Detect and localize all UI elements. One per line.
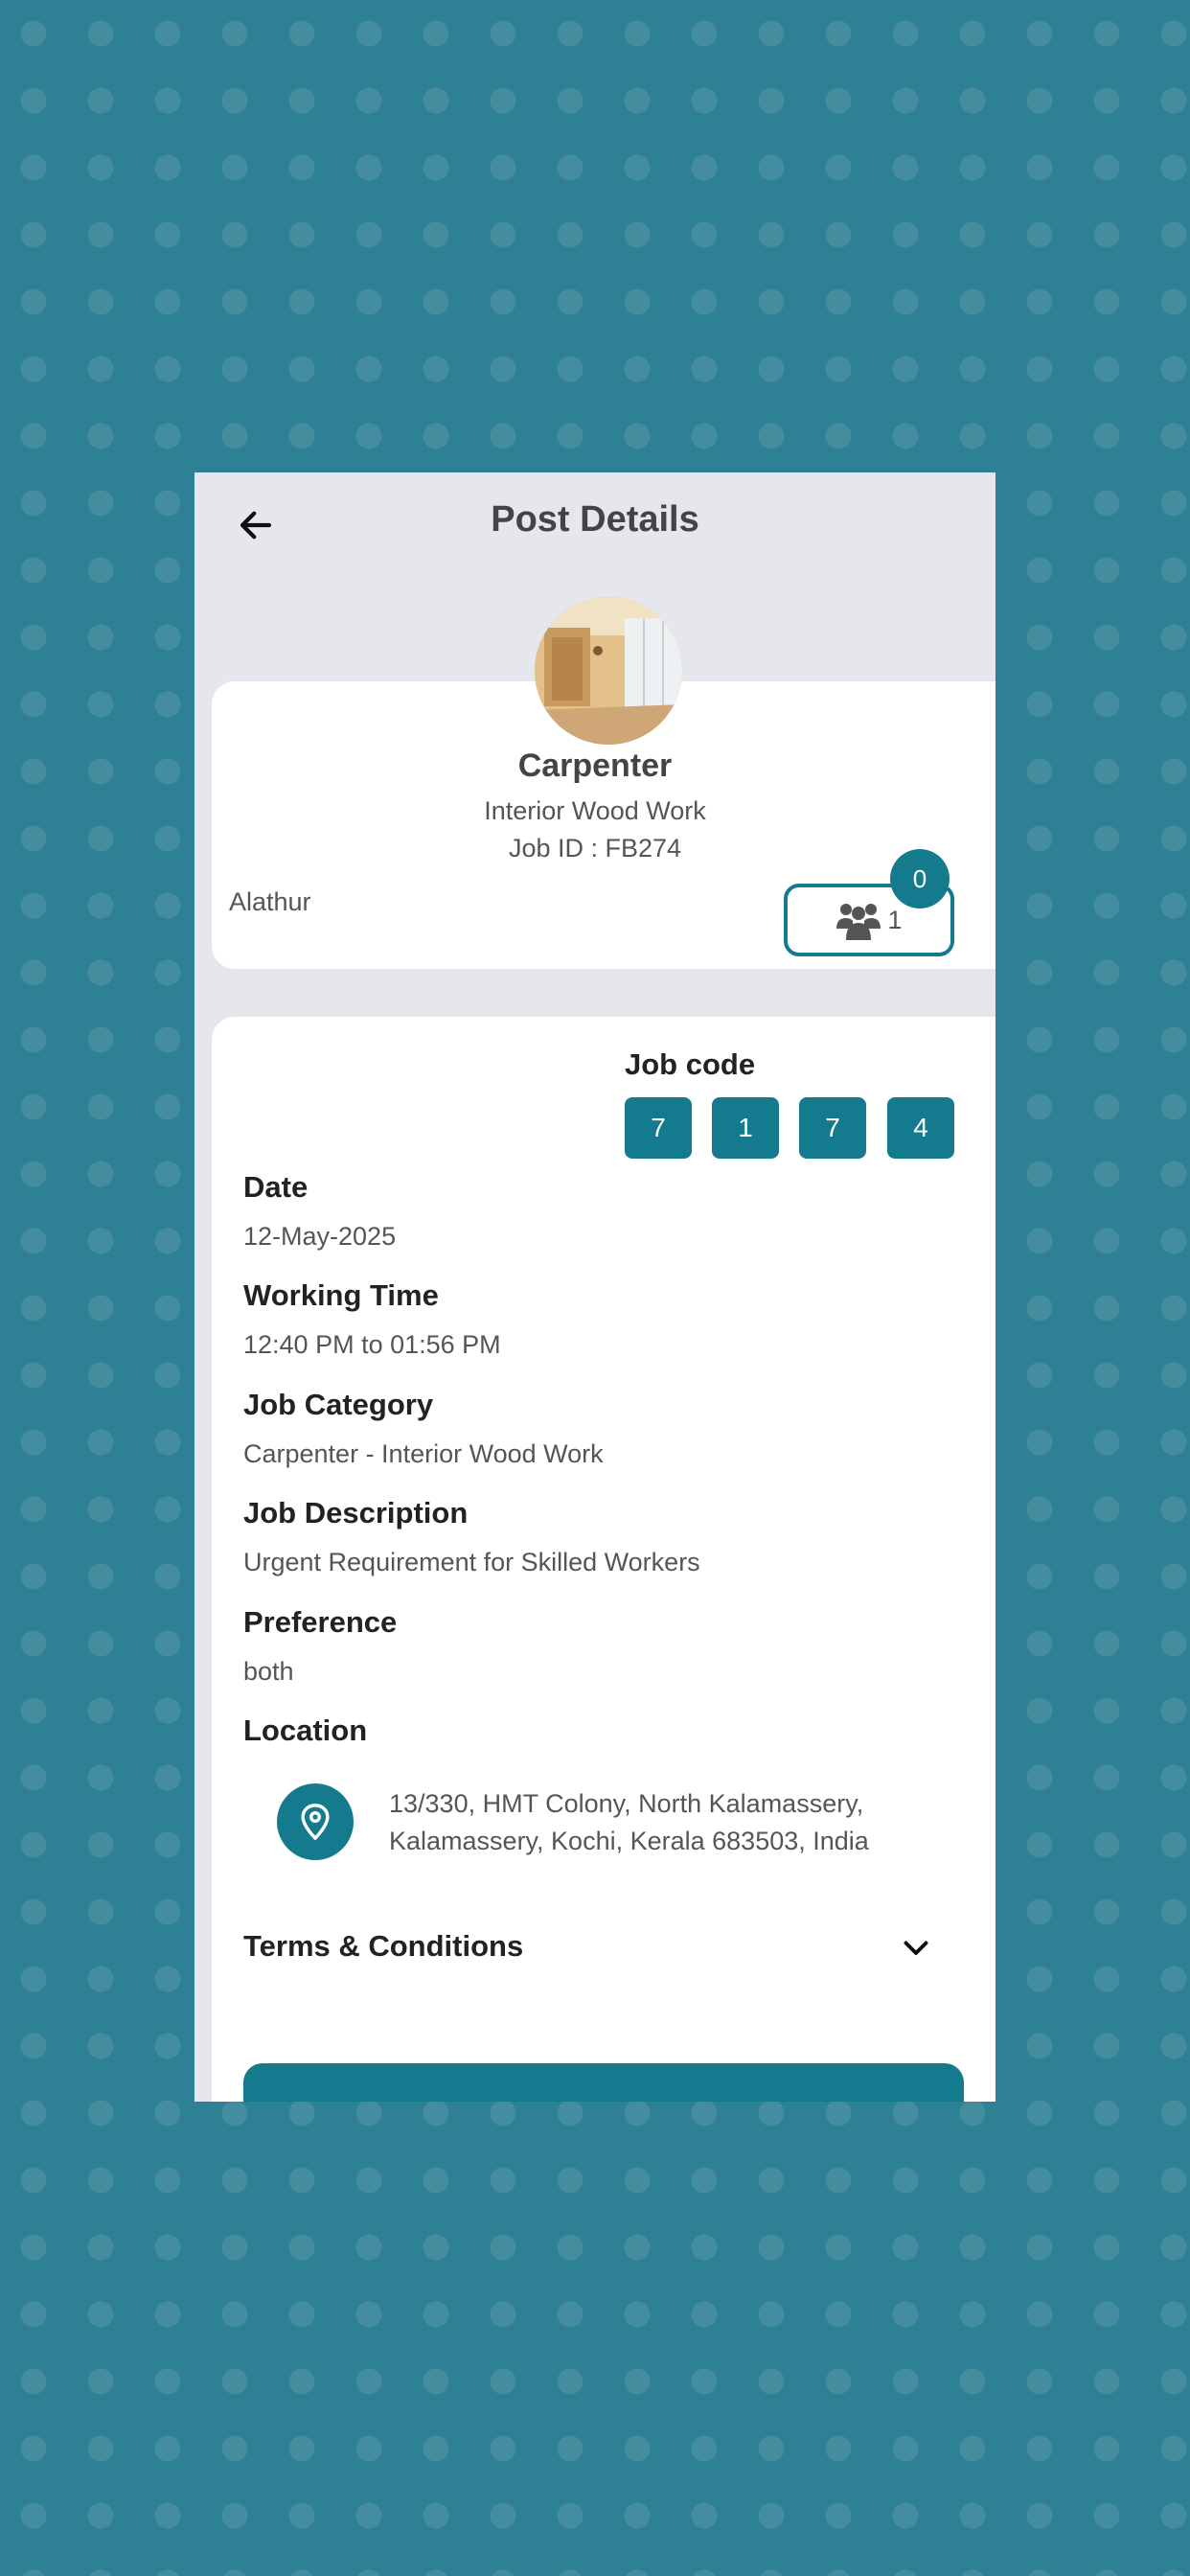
preference-value: both — [243, 1657, 294, 1686]
terms-label: Terms & Conditions — [243, 1929, 524, 1963]
date-value: 12-May-2025 — [243, 1222, 397, 1251]
primary-action-button[interactable] — [243, 2063, 964, 2102]
preference-label: Preference — [243, 1605, 398, 1639]
applicants-count: 1 — [887, 905, 903, 934]
job-code-digit: 1 — [712, 1097, 779, 1159]
job-subtitle: Interior Wood Work — [484, 796, 706, 825]
job-id: Job ID : FB274 — [508, 834, 682, 862]
app-header — [195, 472, 995, 578]
address-line: 13/330, HMT Colony, North Kalamassery, — [389, 1789, 864, 1818]
notification-badge: 0 — [890, 849, 950, 908]
job-code-label: Job code — [625, 1047, 756, 1081]
job-category-value: Carpenter - Interior Wood Work — [243, 1439, 604, 1468]
page-title: Post Details — [491, 499, 699, 540]
address-line: Kalamassery, Kochi, Kerala 683503, India — [389, 1827, 869, 1855]
group-icon — [835, 900, 881, 940]
job-code-digit: 4 — [887, 1097, 954, 1159]
job-location-short: Alathur — [229, 887, 311, 916]
job-description-value: Urgent Requirement for Skilled Workers — [243, 1548, 700, 1576]
location-pin-button[interactable] — [277, 1783, 354, 1860]
app-screen — [195, 472, 995, 2102]
date-label: Date — [243, 1170, 309, 1204]
map-pin-icon — [298, 1803, 332, 1841]
job-avatar — [535, 597, 682, 745]
job-description-label: Job Description — [243, 1496, 469, 1530]
chevron-down-icon — [899, 1930, 933, 1965]
working-time-value: 12:40 PM to 01:56 PM — [243, 1330, 501, 1359]
job-code-digit: 7 — [799, 1097, 866, 1159]
job-code-digit: 7 — [625, 1097, 692, 1159]
working-time-label: Working Time — [243, 1278, 439, 1312]
job-title: Carpenter — [517, 748, 673, 784]
location-label: Location — [243, 1714, 368, 1747]
terms-toggle[interactable] — [890, 1921, 942, 1973]
job-category-label: Job Category — [243, 1388, 434, 1421]
location-address — [389, 1785, 964, 1860]
